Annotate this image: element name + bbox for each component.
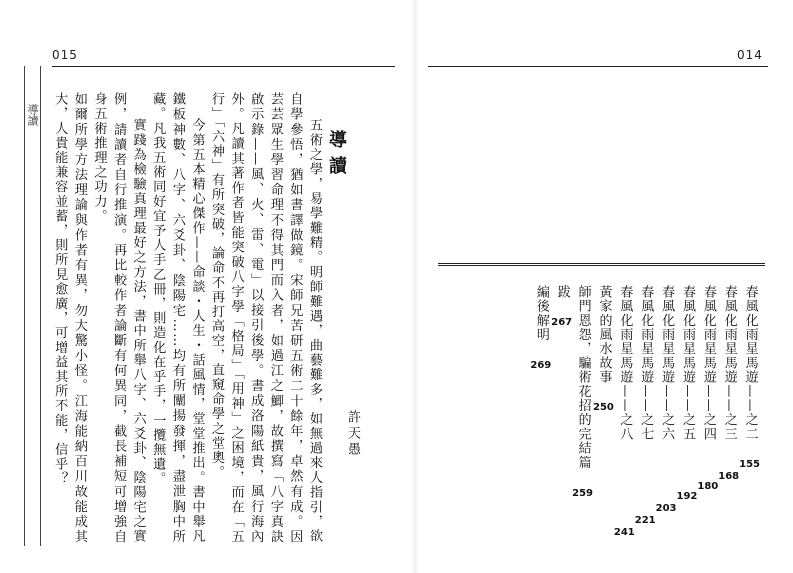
toc-entry[interactable]	[739, 285, 760, 555]
toc-entry[interactable]	[593, 285, 614, 555]
toc-entry-title: 春風化雨星馬遊——之四	[700, 285, 716, 442]
paragraph-2: 今第五本精心傑作——命談・人生・話風情，堂堂推出。書中舉凡鐵板神數、八字、六爻卦、陰陽宅……均有所闡揚發揮，盡泄胸中所藏。凡我五術同好宜予人手乙冊，則造化在乎手，一攬無遺。	[150, 92, 205, 544]
toc-entry-title: 春風化雨星馬遊——之八	[617, 285, 633, 442]
toc-entry-page: 241	[613, 527, 635, 539]
toc-entry[interactable]	[697, 285, 718, 555]
table-of-contents	[510, 285, 760, 555]
toc-entry[interactable]	[572, 285, 593, 555]
header-rule-right	[428, 66, 768, 67]
author-name: 許天愚	[345, 410, 360, 458]
book-spine	[411, 0, 419, 573]
page-number-left: 015	[52, 48, 78, 62]
toc-entry-title: 春風化雨星馬遊——之五	[679, 285, 695, 442]
toc-entry-title: 春風化雨星馬遊——之二	[742, 285, 758, 442]
toc-entry-page: 180	[697, 481, 719, 493]
paragraph-3: 實踐為檢驗真理最好之方法，書中所舉八字、六爻卦、陰陽宅之實例，請讀者自行推演。再比較作者論斷有何異同，截長補短可增強自身五術推理之功力。	[91, 92, 146, 544]
toc-entry-title: 跋	[554, 285, 570, 300]
paragraph-4: 如爾所學方法理論與作者有異，勿大驚小怪。江海能納百川故能成其大，人貴能兼容並蓄，則所見愈廣，可增益其所不能，信乎？	[52, 92, 87, 544]
toc-entry-page: 267	[551, 317, 573, 329]
toc-entry-title: 黃家的風水故事	[596, 285, 612, 385]
toc-entry-title: 春風化雨星馬遊——之三	[721, 285, 737, 442]
header-rule-left	[52, 66, 395, 67]
margin-rule-inner	[40, 66, 41, 546]
running-head: 導讀	[26, 104, 39, 126]
toc-entry-title: 師門恩怨，騙術花招的完結篇	[575, 285, 591, 470]
toc-entry[interactable]	[656, 285, 677, 555]
toc-entry[interactable]	[614, 285, 635, 555]
toc-entry-title: 編後解明	[533, 285, 549, 342]
toc-entry[interactable]	[718, 285, 739, 555]
chapter-title: 導讀	[326, 130, 347, 182]
intro-body-text	[52, 92, 324, 544]
toc-entry[interactable]	[551, 285, 572, 555]
margin-rule-outer	[24, 66, 25, 546]
toc-divider-rule	[438, 263, 765, 266]
toc-entry-page: 250	[593, 402, 614, 414]
toc-entry-page: 155	[739, 459, 760, 471]
toc-entry-title: 春風化雨星馬遊——之六	[659, 285, 675, 442]
toc-entry-page: 259	[572, 487, 593, 499]
toc-entry[interactable]	[530, 285, 551, 555]
toc-entry-page: 203	[655, 503, 677, 515]
toc-entry-page: 192	[676, 491, 698, 503]
toc-entry[interactable]	[635, 285, 656, 555]
toc-entry-title: 春風化雨星馬遊——之七	[638, 285, 654, 442]
toc-entry-page: 221	[634, 515, 656, 527]
page-number-right: 014	[737, 48, 763, 62]
toc-entry-page: 168	[718, 471, 740, 483]
toc-entry-page: 269	[530, 359, 552, 371]
paragraph-1: 五術之學，易學難精。明師難遇，曲藝難多，如無過來人指引，欲自學參悟，猶如書譯做鏡。宋師兄苦研五術二十餘年，卓然有成。因芸芸眾生學習命理不得其門而入者，如過江之鯽，故撰寫「八字真訣啟示錄——風、火、雷、電」以接引後學。書成洛陽紙貴，風行海內外。凡讀其著作者皆能突破八字學「格局」「用神」之困境，而在「五行」「六神」有所突破，論命不再打高空，直窺命學之堂奧。	[209, 92, 322, 544]
toc-entry[interactable]	[677, 285, 698, 555]
